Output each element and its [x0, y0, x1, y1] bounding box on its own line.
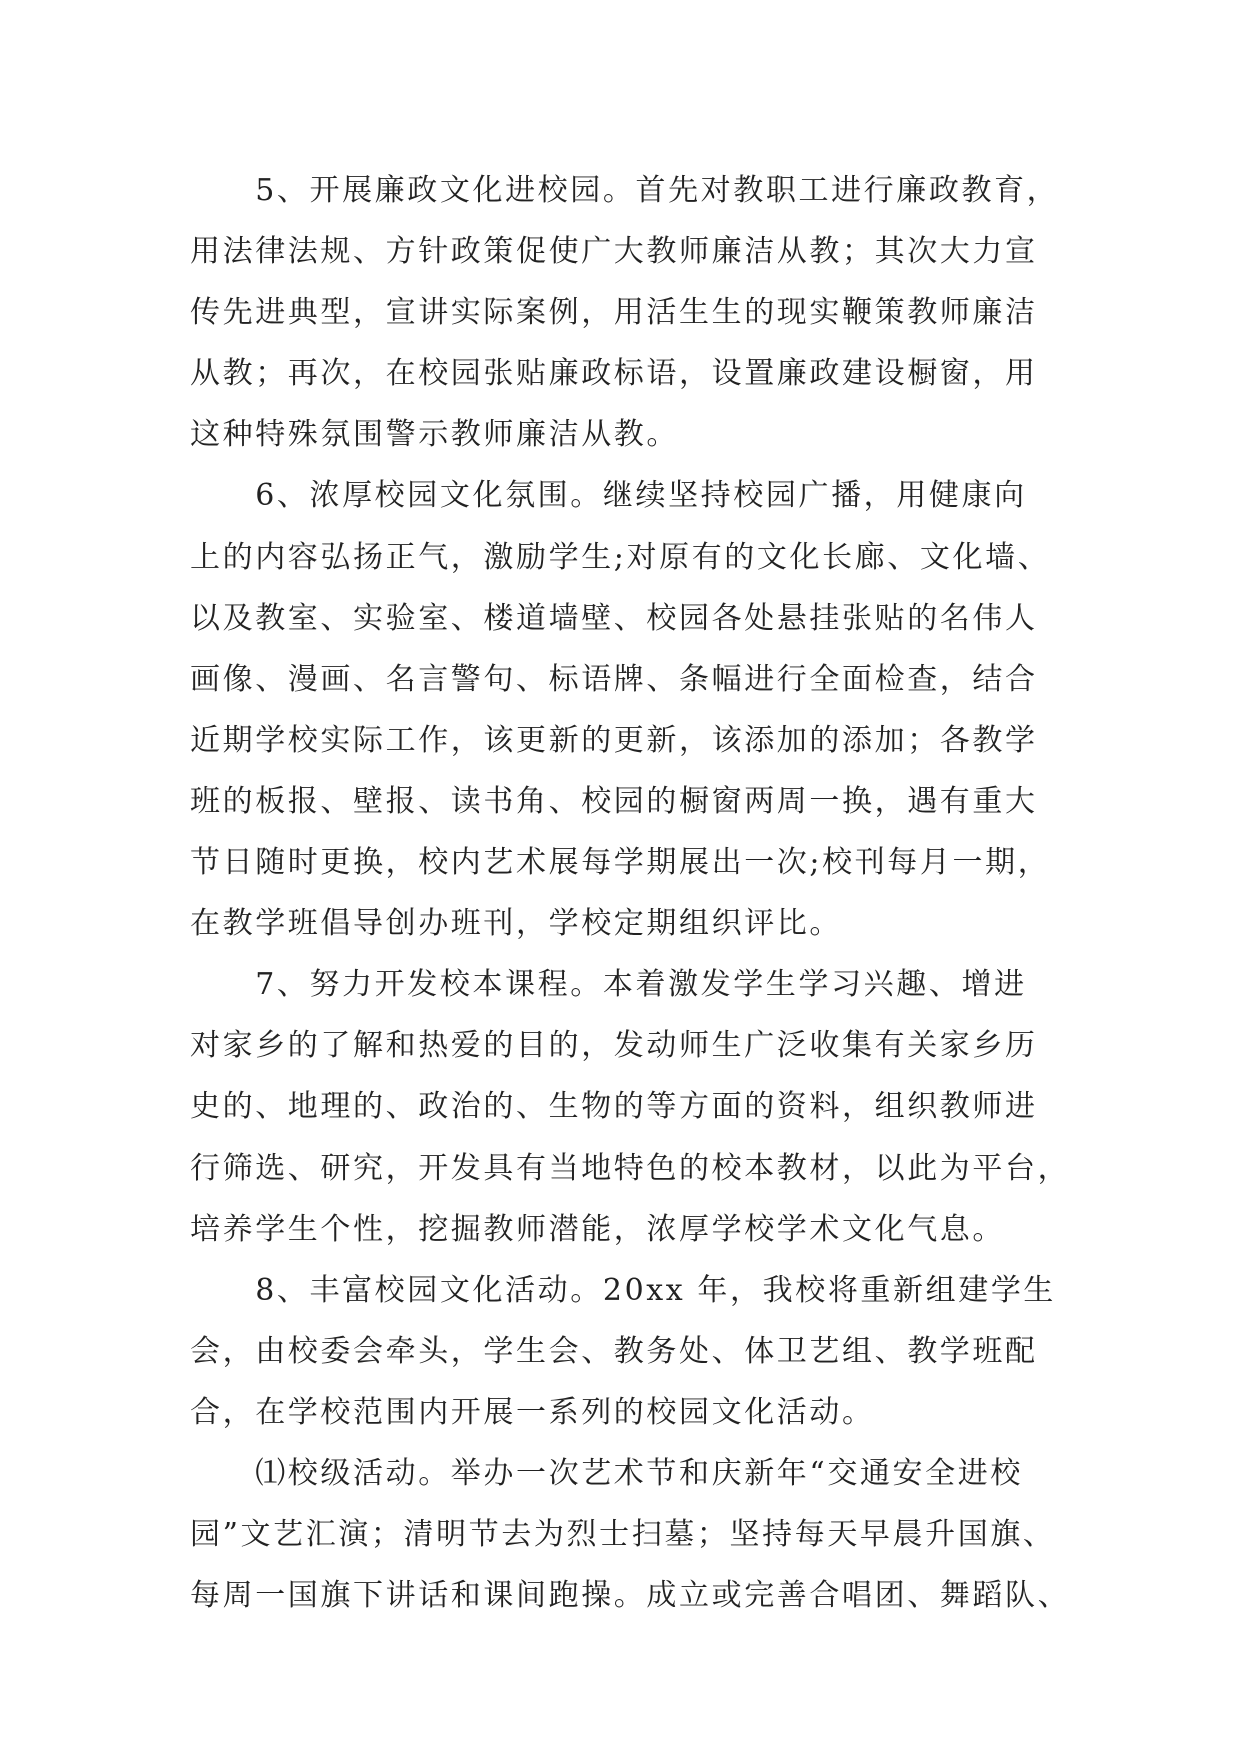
text-line: 会，由校委会牵头，学生会、教务处、体卫艺组、教学班配 [190, 1333, 1038, 1369]
text-line: 传先进典型，宣讲实际案例，用活生生的现实鞭策教师廉洁 [190, 295, 1038, 331]
text-line: 行筛选、研究，开发具有当地特色的校本教材，以此为平台， [190, 1150, 1071, 1186]
text-line: 6、浓厚校园文化氛围。继续坚持校园广播，用健康向 [190, 478, 1027, 514]
text-line: 以及教室、实验室、楼道墙壁、校园各处悬挂张贴的名伟人 [190, 600, 1038, 636]
document-page [190, 160, 1071, 1626]
text-line: 班的板报、壁报、读书角、校园的橱窗两周一换，遇有重大 [190, 783, 1038, 819]
text-line: 近期学校实际工作，该更新的更新，该添加的添加；各教学 [190, 722, 1038, 758]
text-line: 用法律法规、方针政策促使广大教师廉洁从教；其次大力宣 [190, 234, 1038, 270]
text-line: 5、开展廉政文化进校园。首先对教职工进行廉政教育， [190, 173, 1060, 208]
text-line: 节日随时更换，校内艺术展每学期展出一次;校刊每月一期， [190, 845, 1051, 881]
text-line: 8、丰富校园文化活动。20xx 年，我校将重新组建学生 [190, 1272, 1057, 1308]
text-line: 每周一国旗下讲话和课间跑操。成立或完善合唱团、舞蹈队、 [190, 1578, 1071, 1614]
text-line: 培养学生个性，挖掘教师潜能，浓厚学校学术文化气息。 [190, 1211, 1005, 1247]
text-line: ⑴校级活动。举办一次艺术节和庆新年“交通安全进校 [190, 1455, 1023, 1491]
text-line: 合，在学校范围内开展一系列的校园文化活动。 [190, 1394, 875, 1430]
text-line: 上的内容弘扬正气，激励学生;对原有的文化长廊、文化墙、 [190, 539, 1051, 575]
text-line: 在教学班倡导创办班刊，学校定期组织评比。 [190, 906, 842, 942]
text-line: 7、努力开发校本课程。本着激发学生学习兴趣、增进 [190, 967, 1027, 1003]
text-line: 这种特殊氛围警示教师廉洁从教。 [190, 417, 679, 453]
text-line: 史的、地理的、政治的、生物的等方面的资料，组织教师进 [190, 1089, 1038, 1125]
text-line: 园”文艺汇演；清明节去为烈士扫墓；坚持每天早晨升国旗、 [190, 1517, 1056, 1553]
text-line: 对家乡的了解和热爱的目的，发动师生广泛收集有关家乡历 [190, 1028, 1038, 1064]
text-line: 从教；再次，在校园张贴廉政标语，设置廉政建设橱窗，用 [190, 356, 1038, 392]
text-line: 画像、漫画、名言警句、标语牌、条幅进行全面检查，结合 [190, 661, 1038, 697]
